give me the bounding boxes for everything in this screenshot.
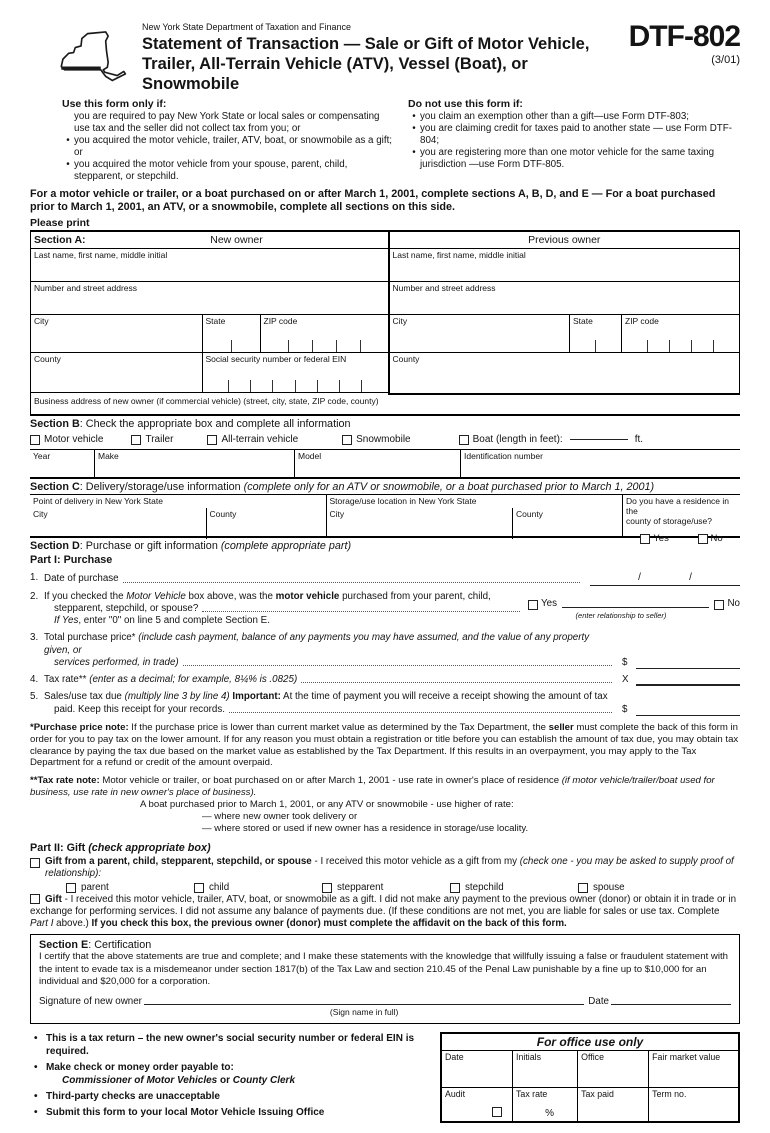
storage-use-location: Storage/use location in New York State City County [326, 495, 623, 536]
line2-relative-purchase: 2. If you checked the Motor Vehicle box above, was the motor vehicle purchased from your parent, child, stepparent, stepchild, or spouse? If Yes, enter "0" on line 5 and complete Section E. Yes No (enter relationship to seller) [30, 590, 740, 627]
office-audit-field[interactable]: Audit [442, 1087, 513, 1121]
dotted-leader [229, 712, 612, 713]
gift-general-option: Gift - I received this motor vehicle, trailer, ATV, boat, or snowmobile as a gift. I did not make any payment to the previous owner (donor) or obtain it in trade or in exchange for performing services. I did not assume any balance of payments due. (If these conditions are not met, you are liable for sales or use tax. Complete Part I above.) If you check this box, the previous owner (donor) must complete the affidavit on the back of this form. [30, 894, 737, 930]
gift-relationship-options [66, 882, 740, 893]
residence-no-option[interactable]: No [698, 533, 723, 544]
section-a-previous-owner [388, 232, 741, 395]
tick-marks [574, 340, 617, 352]
office-tax-paid-field[interactable]: Tax paid [578, 1087, 649, 1121]
line4-tax-rate: 4. Tax rate** (enter as a decimal; for example, 8¼% is .0825) X [30, 674, 740, 686]
line5-sales-use-tax-due: 5. Sales/use tax due (multiply line 3 by line 4) Important: At the time of payment you will receive a receipt showing the amount of tax paid. Keep this receipt for your records. $ [30, 691, 740, 715]
section-b-vehicle-info [30, 449, 740, 479]
delivery-county-field[interactable]: County [206, 508, 326, 539]
dotted-leader [202, 611, 520, 612]
residence-no-checkbox[interactable] [698, 534, 708, 544]
form-footer [30, 1032, 740, 1123]
gift-relative-checkbox[interactable] [30, 858, 40, 868]
tax-rate-field[interactable]: X [622, 674, 740, 686]
relationship-field[interactable] [562, 607, 709, 608]
section-d-heading: Section D: Purchase or gift information (complete appropriate part) [30, 540, 352, 553]
dotted-leader [301, 682, 612, 683]
footer-bullet-sub: Commissioner of Motor Vehicles or County Clerk [62, 1075, 296, 1087]
use-only-list [62, 111, 394, 183]
tick-marks [207, 380, 384, 392]
office-initials-field[interactable]: Initials [513, 1051, 578, 1087]
business-address-field[interactable]: Business address of new owner (if commercial vehicle) (street, city, state, ZIP code, county) [34, 396, 379, 407]
year-field[interactable]: Year [33, 451, 51, 462]
section-b-vehicle-type [30, 431, 740, 449]
signature-field[interactable] [144, 1004, 584, 1018]
completion-instruction: For a motor vehicle or trailer, or a boat purchased on or after March 1, 2001, complete sections A, B, D, and E — For a boat purchased prior to March 1, 2001, an ATV, or a snowmobile, complete all sections on this side. [30, 187, 716, 213]
footer-bullet: • Submit this form to your local Motor Vehicle Issuing Office [34, 1107, 325, 1119]
snowmobile-checkbox[interactable] [342, 435, 352, 445]
child-checkbox[interactable] [194, 883, 204, 893]
previous-owner-state-field[interactable]: State [569, 315, 621, 352]
relationship-caption: (enter relationship to seller) [575, 610, 667, 620]
motor-vehicle-option[interactable]: Motor vehicle [30, 434, 103, 445]
new-owner-address-field[interactable]: Number and street address [31, 282, 388, 315]
previous-owner-county-field[interactable]: County [392, 354, 420, 365]
certification-text: I certify that the above statements are true and complete; and I make these statements with the knowledge that willfully issuing a false or fraudulent statement with the intent to evade tax is a misdemeanor under section 1817(b) of the Tax Law and section 210.45 of the Penal Law punishable by a fine up to $10,000 for an individual and $20,000 for a corporation. [39, 951, 728, 987]
boat-checkbox[interactable] [459, 435, 469, 445]
delivery-city-field[interactable]: City [33, 509, 48, 520]
office-tax-rate-field[interactable]: Tax rate % [513, 1087, 578, 1121]
tax-due-field[interactable]: $ [622, 704, 740, 716]
tick-marks [626, 340, 735, 352]
section-a [30, 230, 740, 414]
footer-bullet: • This is a tax return – the new owner's social security number or federal EIN is required. [34, 1033, 415, 1058]
part2-heading: Part II: Gift (check appropriate box) [30, 841, 211, 854]
stepparent-checkbox[interactable] [322, 883, 332, 893]
atv-option[interactable]: All-terrain vehicle [207, 434, 298, 445]
footer-instructions [30, 1032, 440, 1123]
form-number: DTF-802 [628, 20, 740, 53]
snowmobile-option[interactable]: Snowmobile [342, 434, 410, 445]
purchase-price-note: *Purchase price note: If the purchase price is lower than current market value as determined by the Tax Department, the seller must complete the back of this form in order for you to pay tax on the lower amount. If for any reason you must obtain a registration or title before you can establish the amount of tax due, you may obtain tax clearance by paying the tax due based on the market value as established by the Tax Department. If this results in an overpayment, you may apply to the Tax Department for a refund or credit of the amount overpaid. [30, 721, 739, 769]
do-not-use-list [408, 111, 740, 171]
list-item: • you are registering more than one motor vehicle for the same taxing jurisdiction —use Form DTF-805. [412, 146, 715, 170]
model-field[interactable]: Model [294, 450, 460, 477]
point-of-delivery: Point of delivery in New York State City County [30, 495, 326, 536]
office-use-title: For office use only [442, 1034, 738, 1051]
new-owner-ssn-field[interactable]: Social security number or federal EIN [202, 353, 388, 392]
new-owner-county-field[interactable]: County [34, 354, 61, 365]
storage-county-field[interactable]: County [512, 508, 622, 539]
residence-question: Do you have a residence in the county of storage/use? Yes No [622, 495, 740, 536]
previous-owner-city-field[interactable]: City [392, 316, 408, 327]
line2-yes-checkbox[interactable] [528, 600, 538, 610]
tax-rate-note: **Tax rate note: Motor vehicle or trailer, or boat purchased on or after March 1, 2001 - use rate in owner's place of residence (if motor vehicle/trailer/boat used for business, use rate in new owner's place of business). A boat purchased prior to March 1, 2001, or any ATV or snowmobile - use higher of rate: — where new owner took delivery or — where stored or used if new owner has a residence in storage/use locality. [30, 775, 715, 834]
new-owner-city-field[interactable]: City [34, 316, 49, 327]
dotted-leader [123, 582, 580, 583]
signature-label: Signature of new owner [39, 996, 142, 1008]
form-header [30, 20, 740, 94]
previous-owner-zip-field[interactable]: ZIP code [621, 315, 739, 352]
section-a-label: Section A: [34, 234, 86, 247]
instructions [30, 98, 740, 182]
identification-number-field[interactable]: Identification number [460, 450, 740, 477]
previous-owner-address-field[interactable]: Number and street address [390, 282, 740, 315]
part1-heading: Part I: Purchase [30, 554, 113, 567]
do-not-use-heading: Do not use this form if: [408, 98, 523, 111]
boat-option[interactable]: Boat (length in feet): ft. [459, 434, 643, 445]
atv-checkbox[interactable] [207, 435, 217, 445]
office-office-field[interactable]: Office [578, 1051, 649, 1087]
please-print-label: Please print [30, 217, 90, 230]
section-c-heading: Section C: Delivery/storage/use information (complete only for an ATV or snowmobile, or a boat purchased prior to March 1, 2001) [30, 481, 655, 494]
parent-option[interactable]: parent [66, 882, 194, 893]
new-owner-zip-field[interactable]: ZIP code [260, 315, 388, 352]
section-e-heading: Section E: Certification [39, 939, 152, 952]
date-of-purchase-field[interactable]: / / [590, 572, 740, 586]
parent-checkbox[interactable] [66, 883, 76, 893]
stepparent-option[interactable]: stepparent [322, 882, 450, 893]
spouse-option[interactable]: spouse [578, 882, 706, 893]
office-fair-market-value-field[interactable]: Fair market value [652, 1052, 721, 1063]
section-c-table [30, 494, 740, 545]
audit-checkbox[interactable] [492, 1107, 502, 1117]
list-item: • you are claiming credit for taxes paid to another state — use Form DTF-804; [412, 123, 732, 147]
previous-owner-name-field[interactable]: Last name, first name, middle initial [390, 249, 740, 282]
ny-state-logo-icon [58, 24, 132, 86]
section-e [30, 934, 740, 1024]
trailer-checkbox[interactable] [131, 435, 141, 445]
list-item: • you acquired the motor vehicle from your spouse, parent, child, stepparent, or stepchild. [66, 158, 348, 182]
form-title: Statement of Transaction — Sale or Gift of Motor Vehicle, Trailer, All-Terrain Vehicle (ATV), Vessel (Boat), or Snowmobile [142, 35, 590, 94]
gift-from-relative-option: Gift from a parent, child, stepparent, stepchild, or spouse - I received this motor vehicle as a gift from my (check one - you may be asked to supply proof of relationship): [30, 856, 740, 880]
section-a-new-owner [30, 232, 388, 414]
previous-owner-heading: Previous owner [528, 234, 601, 247]
new-owner-heading: New owner [210, 234, 263, 247]
date-label: Date [588, 996, 609, 1008]
make-field[interactable]: Make [94, 450, 294, 477]
residence-yes-option[interactable]: Yes [640, 533, 669, 544]
department-name: New York State Department of Taxation and Finance [142, 22, 351, 32]
footer-bullet: • Third-party checks are unacceptable [34, 1091, 220, 1103]
line2-no-checkbox[interactable] [714, 600, 724, 610]
line2-yes-no: Yes No (enter relationship to seller) [528, 598, 740, 621]
line3-total-purchase-price: 3. Total purchase price* (include cash payment, balance of any payments you may have assumed, and the value of any property given, or services performed, in trade) $ [30, 632, 740, 669]
stepchild-checkbox[interactable] [450, 883, 460, 893]
trailer-option[interactable]: Trailer [131, 434, 173, 445]
list-item: you are required to pay New York State or local sales or compensating use tax and the seller did not collect tax from you; or [74, 111, 380, 135]
office-date-field[interactable]: Date [442, 1051, 513, 1087]
signature-date-field[interactable] [611, 1004, 731, 1005]
gift-checkbox[interactable] [30, 894, 40, 904]
office-term-no-field[interactable]: Term no. [649, 1087, 738, 1121]
line1-date-of-purchase: 1. Date of purchase / / [30, 572, 740, 586]
boat-length-field[interactable] [570, 439, 628, 440]
dotted-leader [183, 665, 612, 666]
residence-yes-checkbox[interactable] [640, 534, 650, 544]
new-owner-name-field[interactable]: Last name, first name, middle initial [31, 249, 388, 282]
new-owner-state-field[interactable]: State [202, 315, 260, 352]
footer-bullet: • Make check or money order payable to: [34, 1062, 234, 1074]
list-item: • you claim an exemption other than a gift—use Form DTF-803; [412, 111, 689, 123]
tick-marks [207, 340, 256, 352]
sign-caption: (Sign name in full) [329, 1007, 399, 1018]
use-only-heading: Use this form only if: [62, 98, 167, 111]
storage-city-field[interactable]: City [329, 509, 345, 520]
list-item: • you acquired the motor vehicle, trailer, ATV, boat, or snowmobile as a gift; or [66, 135, 393, 158]
motor-vehicle-checkbox[interactable] [30, 435, 40, 445]
section-b-heading: Section B: Check the appropriate box and complete all information [30, 418, 351, 431]
purchase-price-field[interactable]: $ [622, 657, 740, 669]
tick-marks [265, 340, 384, 352]
child-option[interactable]: child [194, 882, 322, 893]
stepchild-option[interactable]: stepchild [450, 882, 578, 893]
office-use-box [440, 1032, 740, 1123]
form-revision: (3/01) [711, 54, 740, 66]
spouse-checkbox[interactable] [578, 883, 588, 893]
